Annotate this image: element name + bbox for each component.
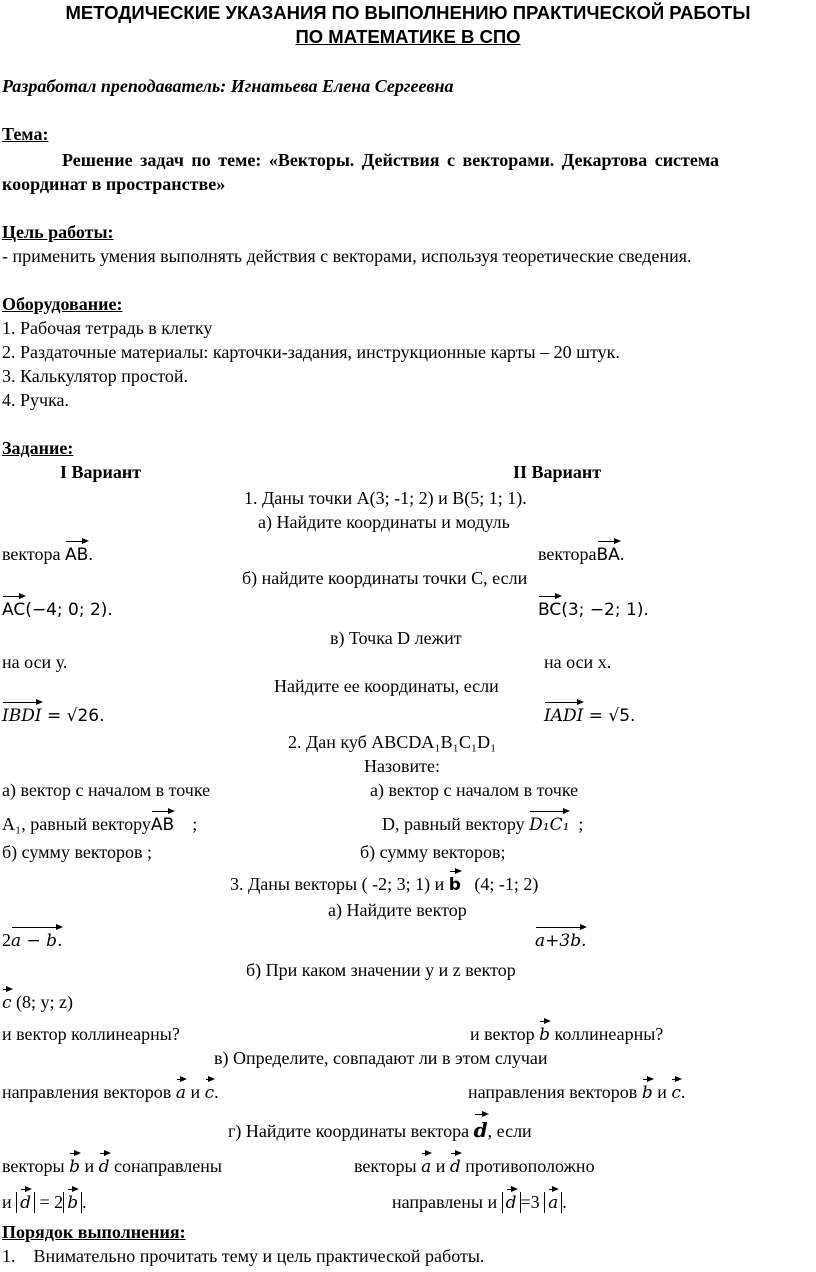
- vector-b: b: [539, 1025, 551, 1045]
- task3v-left: направления векторов a и c.: [2, 1082, 219, 1103]
- vector-a: a: [175, 1083, 186, 1103]
- task3b-left: и вектор коллинеарны?: [2, 1024, 180, 1044]
- vector-bd-modulus: IBDI: [2, 706, 42, 726]
- task3g-right2: направлены и d =3 a .: [392, 1192, 567, 1213]
- topic-line1: Решение задач по теме: «Векторы. Действия с векторами. Декартова система: [62, 150, 720, 170]
- goal-text: - применить умения выполнять действия с векторами, используя теоретические сведения.: [2, 246, 692, 266]
- vector-b: b: [448, 875, 461, 895]
- task1a: а) Найдите координаты и модуль: [258, 512, 510, 532]
- task1b-left: AC(−4; 0; 2).: [2, 600, 113, 620]
- task1-statement: 1. Даны точки А(3; -1; 2) и В(5; 1; 1).: [244, 488, 527, 508]
- vector-c: c: [2, 993, 12, 1013]
- task1v-right: на оси х.: [544, 652, 612, 672]
- task3v: в) Определите, совпадают ли в этом случаи: [214, 1048, 548, 1068]
- task3a-left: 2a − b.: [2, 930, 63, 951]
- vector-a-plus-3b: a+3b.: [535, 931, 587, 951]
- vector-d: d: [98, 1157, 110, 1177]
- author: Разработал преподаватель: Игнатьева Елена Сергеевна: [2, 76, 454, 96]
- equipment-item: 3. Калькулятор простой.: [2, 366, 189, 386]
- vector-d: d: [473, 1118, 488, 1142]
- task3b: б) При каком значении y и z вектор: [246, 960, 516, 980]
- vector-ab: AB: [150, 815, 175, 835]
- goal-label: Цель работы:: [2, 222, 114, 242]
- variant-1-heading: I Вариант: [60, 462, 142, 482]
- title-line1: МЕТОДИЧЕСКИЕ УКАЗАНИЯ ПО ВЫПОЛНЕНИЮ ПРАКТИЧЕСКОЙ РАБОТЫ: [65, 2, 751, 23]
- equipment-item: 2. Раздаточные материалы: карточки-задания, инструкционные карты – 20 штук.: [2, 342, 620, 362]
- task2a-right-line2: D, равный вектору D₁C₁ ;: [382, 814, 584, 835]
- vector-c: c: [204, 1083, 215, 1103]
- task1a-right: вектораBA.: [538, 544, 625, 565]
- vector-a: a: [421, 1157, 432, 1177]
- vector-d1c1: D₁C₁: [529, 815, 570, 835]
- topic-label: Тема:: [2, 124, 49, 144]
- task1b-right: BC(3; −2; 1).: [538, 600, 649, 620]
- task3g-left: векторы b и d сонаправлены: [2, 1156, 223, 1177]
- task1a-left: вектора AB.: [2, 544, 93, 565]
- task1v-find: Найдите ее координаты, если: [274, 676, 499, 696]
- vector-b: b: [67, 1193, 79, 1213]
- task1b: б) найдите координаты точки С, если: [242, 568, 528, 588]
- task2a-left: а) вектор с началом в точке: [2, 780, 211, 800]
- task1v-right-formula: IADI = √5.: [544, 706, 636, 726]
- title-line2: ПО МАТЕМАТИКЕ В СПО: [295, 26, 521, 47]
- task1v-left: на оси у.: [2, 652, 68, 672]
- vector-ab: AB: [65, 545, 89, 565]
- vector-c: c: [671, 1083, 681, 1103]
- task3b-right: и вектор b коллинеарны?: [470, 1024, 664, 1045]
- task2a-right: а) вектор с началом в точке: [370, 780, 579, 800]
- topic-line2: координат в пространстве»: [2, 174, 226, 194]
- task3b-c: c (8; y; z): [2, 992, 74, 1013]
- task3a-right: [535, 930, 586, 951]
- task2b-right: б) сумму векторов;: [360, 842, 506, 862]
- procedure-label: Порядок выполнения:: [2, 1222, 186, 1242]
- vector-b: b: [641, 1083, 653, 1103]
- task2a-left-line2: А₁, равный векторуAB ;: [2, 814, 198, 835]
- task3-statement: 3. Даны векторы ( -2; 3; 1) и b (4; -1; 2): [230, 874, 539, 895]
- equipment-label: Оборудование:: [2, 294, 123, 314]
- task2-name: Назовите:: [364, 756, 440, 776]
- vector-ba: BA: [596, 545, 620, 565]
- task-label: Задание:: [2, 438, 74, 458]
- task2-statement: 2. Дан куб ABCDA₁B₁C₁D₁: [288, 732, 497, 752]
- vector-a: a: [548, 1193, 559, 1213]
- vector-ad-modulus: IADI: [544, 706, 584, 726]
- task3g-right: векторы a и d противоположно: [354, 1156, 595, 1177]
- task2b-left: б) сумму векторов ;: [2, 842, 152, 862]
- vector-ac: AC: [2, 600, 26, 620]
- vector-b: b: [69, 1157, 81, 1177]
- task1v: в) Точка D лежит: [330, 628, 462, 648]
- vector-d: d: [505, 1193, 517, 1213]
- vector-bc: BC: [538, 600, 562, 620]
- task3g: г) Найдите координаты вектора d, если: [228, 1118, 532, 1142]
- vector-d: d: [449, 1157, 461, 1177]
- task1v-left-formula: IBDI = √26.: [2, 706, 105, 726]
- vector-d: d: [20, 1193, 32, 1213]
- equipment-item: 1. Рабочая тетрадь в клетку: [2, 318, 213, 338]
- vector-2a-minus-b: a − b.: [11, 931, 63, 951]
- task3a: а) Найдите вектор: [328, 900, 467, 920]
- equipment-item: 4. Ручка.: [2, 390, 70, 410]
- variant-2-heading: II Вариант: [513, 462, 602, 482]
- task3g-left2: и d = 2 b .: [2, 1192, 87, 1213]
- procedure-item: 1. Внимательно прочитать тему и цель практической работы.: [2, 1246, 485, 1266]
- task3v-right: направления векторов b и c.: [468, 1082, 686, 1103]
